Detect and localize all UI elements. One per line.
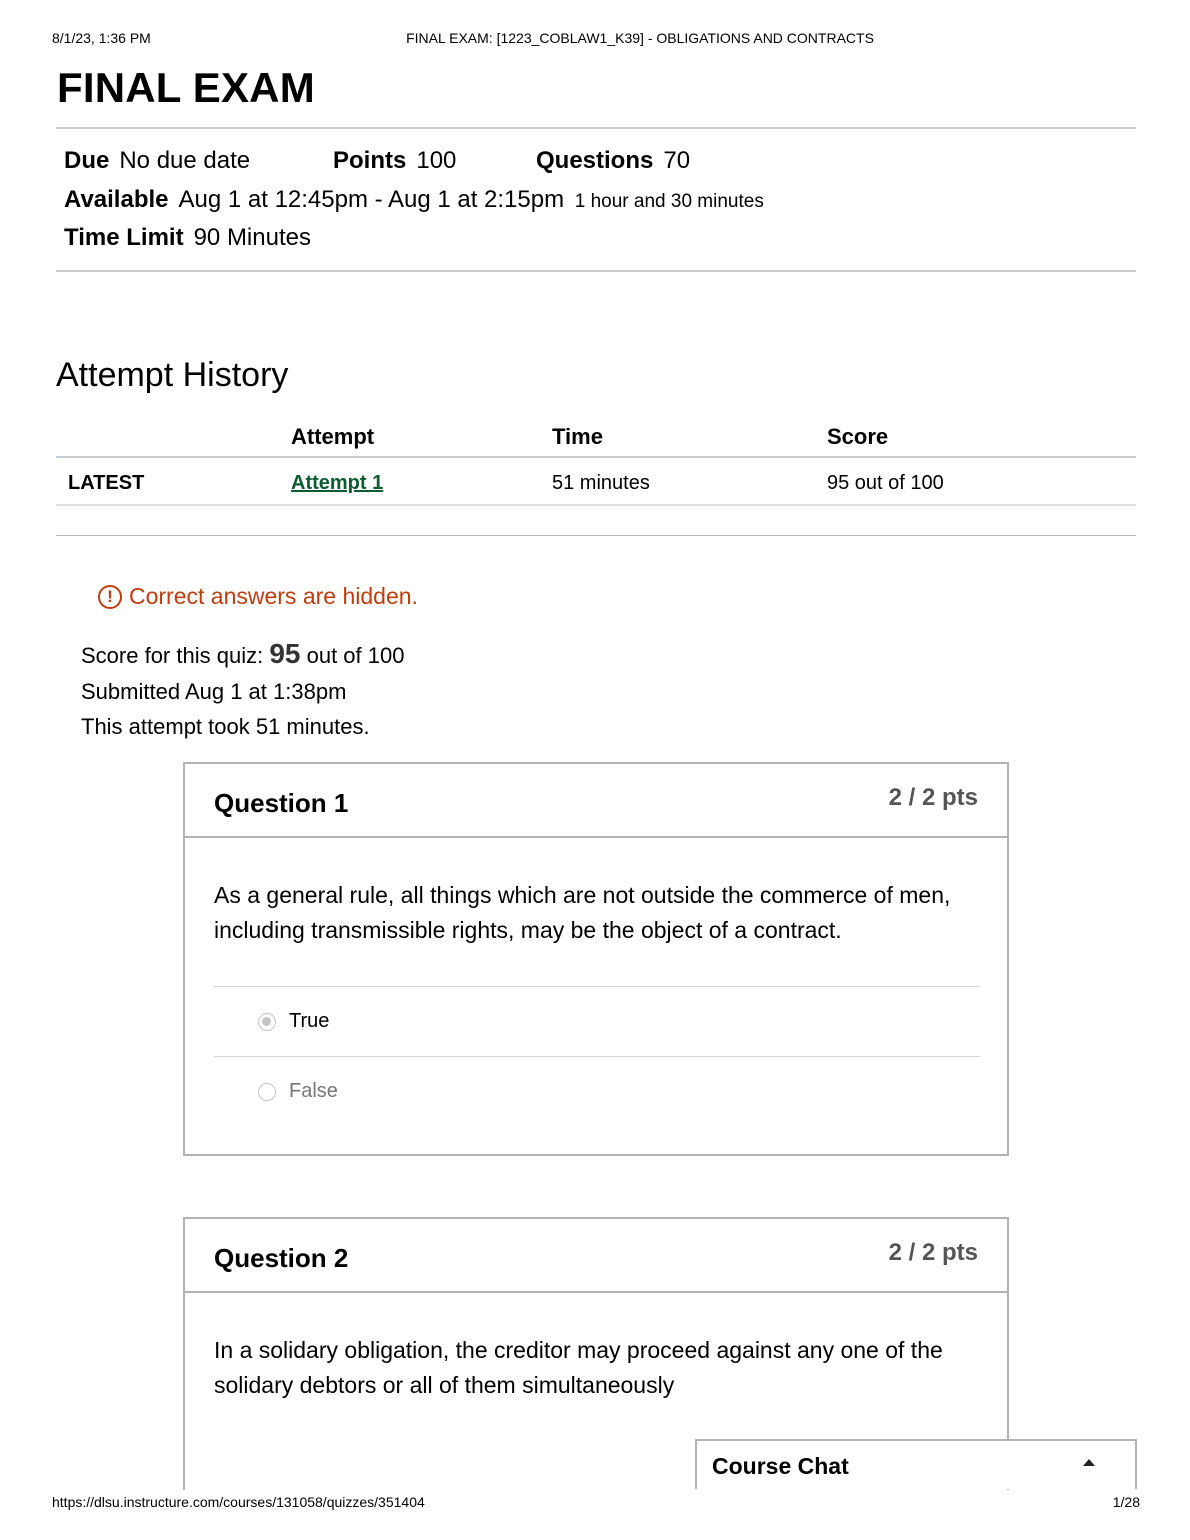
time-limit-label: Time Limit <box>64 224 184 251</box>
question-title: Question 2 <box>214 1243 349 1273</box>
points-value: 100 <box>416 147 457 174</box>
answer-divider <box>214 1056 980 1057</box>
column-header-time: Time <box>552 424 603 449</box>
quiz-score <box>81 638 404 670</box>
answer-option-false <box>258 1080 338 1103</box>
notice-text: Correct answers are hidden. <box>129 583 418 609</box>
question-text-line: including transmissible rights, may be the object of a contract. <box>214 917 842 943</box>
print-doc-title: FINAL EXAM: [1223_COBLAW1_K39] - OBLIGATIONS AND CONTRACTS <box>406 30 874 46</box>
warning-circle-icon: ! <box>98 585 122 609</box>
question-points: 2 / 2 pts <box>888 784 978 811</box>
attempt-time: 51 minutes <box>552 472 650 494</box>
answer-label: False <box>289 1080 338 1102</box>
points-meta <box>333 147 456 175</box>
available-duration: 1 hour and 30 minutes <box>574 191 764 212</box>
radio-unselected-icon <box>258 1083 276 1101</box>
questions-meta <box>536 147 690 175</box>
available-label: Available <box>64 186 169 213</box>
question-text-line: As a general rule, all things which are not outside the commerce of men, <box>214 882 951 908</box>
question-text <box>214 1333 974 1403</box>
attempt-duration: This attempt took 51 minutes. <box>81 714 370 739</box>
points-label: Points <box>333 147 407 174</box>
available-value: Aug 1 at 12:45pm - Aug 1 at 2:15pm <box>178 186 565 213</box>
questions-label: Questions <box>536 147 654 174</box>
score-prefix: Score for this quiz: <box>81 643 264 668</box>
score-value: 95 <box>269 638 301 669</box>
question-points: 2 / 2 pts <box>888 1239 978 1266</box>
score-suffix: out of 100 <box>306 643 405 668</box>
course-chat-label: Course Chat <box>712 1453 849 1479</box>
print-header <box>0 30 1190 48</box>
print-url: https://dlsu.instructure.com/courses/131058/quizzes/351404 <box>52 1494 425 1510</box>
hidden-answers-notice <box>98 583 418 610</box>
question-header <box>185 764 1007 838</box>
caret-up-icon[interactable] <box>1083 1459 1095 1466</box>
time-limit-meta <box>64 224 311 252</box>
attempt-1-link[interactable]: Attempt 1 <box>291 472 384 494</box>
divider <box>56 270 1136 272</box>
question-header <box>185 1219 1007 1293</box>
course-chat-bar[interactable] <box>695 1439 1137 1489</box>
table-row <box>56 458 1136 506</box>
attempt-history-title: Attempt History <box>56 356 289 394</box>
divider <box>56 535 1136 536</box>
column-header-score: Score <box>827 424 889 449</box>
print-datetime: 8/1/23, 1:36 PM <box>52 30 151 46</box>
table-header-row <box>56 416 1136 458</box>
page-title: FINAL EXAM <box>57 64 315 111</box>
due-value: No due date <box>119 147 251 174</box>
question-card <box>183 762 1009 1156</box>
submitted-time: Submitted Aug 1 at 1:38pm <box>81 679 347 704</box>
answer-option-true <box>258 1010 329 1033</box>
time-limit-value: 90 Minutes <box>193 224 311 251</box>
answer-divider <box>214 986 980 987</box>
question-title: Question 1 <box>214 788 349 818</box>
divider <box>56 127 1136 129</box>
radio-selected-icon <box>258 1013 276 1031</box>
attempt-score: 95 out of 100 <box>827 472 944 494</box>
due-label: Due <box>64 147 110 174</box>
questions-value: 70 <box>663 147 691 174</box>
latest-tag: LATEST <box>68 472 145 494</box>
column-header-attempt: Attempt <box>291 424 375 449</box>
question-text <box>214 878 974 948</box>
quiz-meta-row-1 <box>64 147 250 175</box>
available-meta <box>64 186 764 214</box>
print-page-number: 1/28 <box>1112 1494 1140 1510</box>
question-text-line: In a solidary obligation, the creditor may proceed against any one of the <box>214 1337 943 1363</box>
answer-label: True <box>289 1010 330 1032</box>
attempt-history-table <box>56 416 1136 506</box>
question-text-line: solidary debtors or all of them simultaneously <box>214 1372 675 1398</box>
print-footer <box>0 1494 1190 1512</box>
